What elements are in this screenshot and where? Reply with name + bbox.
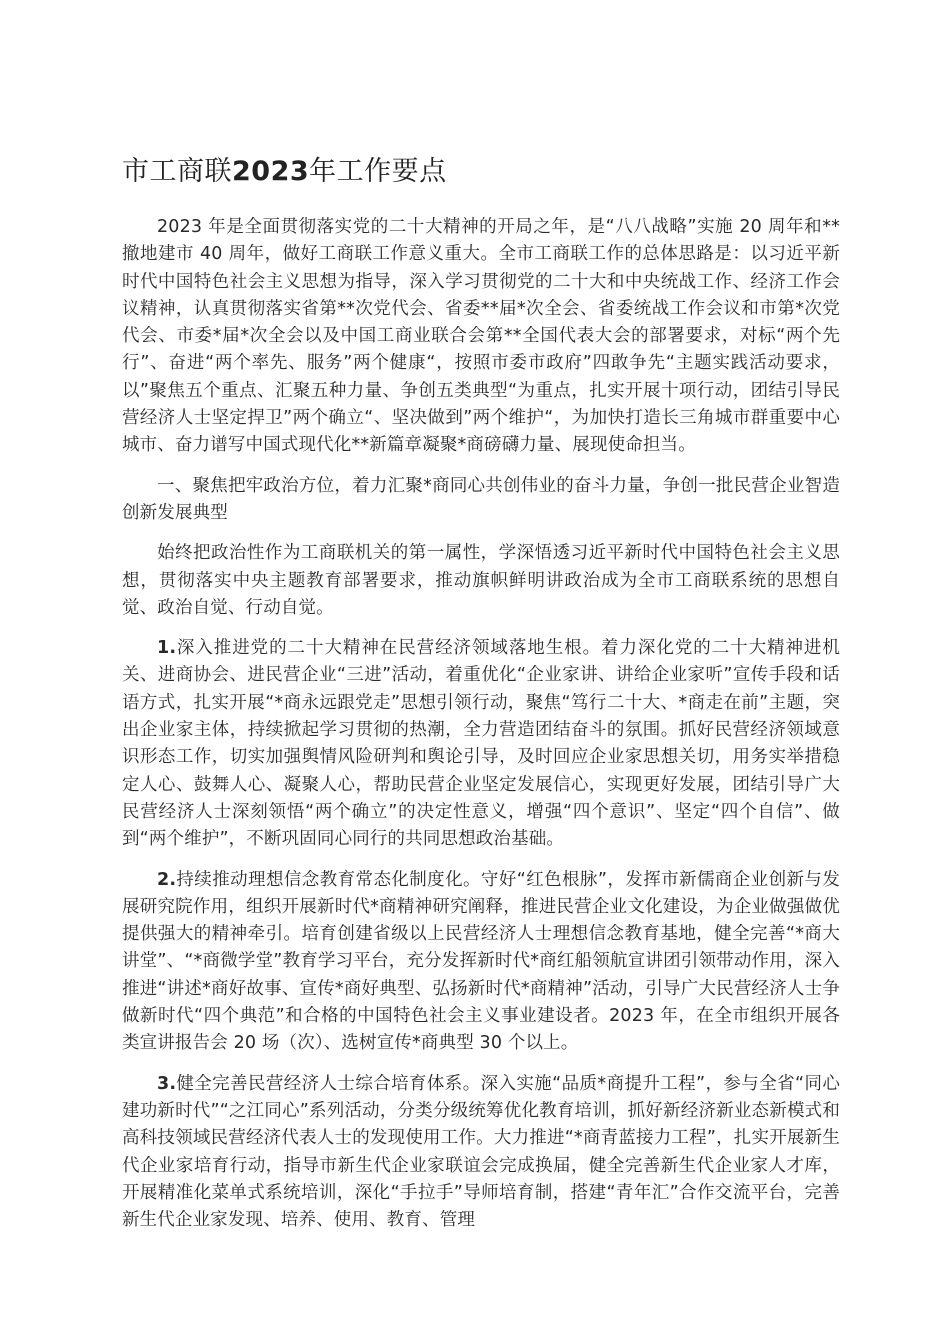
item3-number: 3. — [157, 1073, 177, 1094]
title-year: 2023 — [232, 156, 310, 187]
item3-text: 健全完善民营经济人士综合培育体系。深入实施“品质*商提升工程”，参与全省“同心建功新时代”“之江同心”系列活动，分类分级统筹优化教育培训，抓好新经济新业态新模式和高科技领域民营经济代表人士的发现使用工作。大力推进“*商青蓝接力工程”，扎实开展新生代企业家培育行动，指导市新生代企业家联谊会完成换届，健全完善新生代企业家人才库，开展精准化菜单式系统培训，深化“手拉手”导师培育制，搭建“青年汇”合作交流平台，完善新生代企业家发现、培养、使用、教育、管理 — [122, 1073, 840, 1231]
section1-heading: 一、聚焦把牢政治方位，着力汇聚*商同心共创伟业的奋斗力量，争创一批民营企业智造创新发展典型 — [122, 475, 840, 523]
document-title — [122, 150, 840, 194]
item1-text: 深入推进党的二十大精神在民营经济领域落地生根。着力深化党的二十大精神进机关、进商协会、进民营企业“三进”活动，着重优化“企业家讲、讲给企业家听”宣传手段和话语方式，扎实开展“*商永远跟党走”思想引领行动，聚焦“笃行二十大、*商走在前”主题，突出企业家主体，持续掀起学习贯彻的热潮，全力营造团结奋斗的氛围。抓好民营经济领域意识形态工作，切实加强舆情风险研判和舆论引导，及时回应企业家思想关切，用务实举措稳定人心、鼓舞人心、凝聚人心，帮助民营企业坚定发展信心，实现更好发展，团结引导广大民营经济人士深刻领悟“两个确立”的决定性意义，增强“四个意识”、坚定“四个自信”、做到“两个维护”，不断巩固同心同行的共同思想政治基础。 — [122, 638, 840, 850]
item1-paragraph — [122, 635, 840, 853]
item2-paragraph — [122, 867, 840, 1058]
section1-intro-paragraph: 始终把政治性作为工商联机关的第一属性，学深悟透习近平新时代中国特色社会主义思想，贯彻落实中央主题教育部署要求，推动旗帜鲜明讲政治成为全市工商联系统的思想自觉、政治自觉、行动自觉。 — [122, 543, 840, 618]
item2-number: 2. — [157, 869, 177, 890]
item1-number: 1. — [157, 638, 177, 659]
document-page — [122, 150, 840, 1247]
intro-paragraph: 2023 年是全面贯彻落实党的二十大精神的开局之年，是“八八战略”实施 20 周年和**撤地建市 40 周年，做好工商联工作意义重大。全市工商联工作的总体思路是：以习近平新时代中国特色社会主义思想为指导，深入学习贯彻党的二十大和中央统战工作、经济工作会议精神，认真贯彻落实省第**次党代会、省委**届*次全会、省委统战工作会议和市第*次党代会、市委*届*次全会以及中国工商业联合会第**全国代表大会的部署要求，对标“两个先行”、奋进“两个率先、服务”两个健康“，按照市委市政府”四敢争先“主题实践活动要求，以”聚焦五个重点、汇聚五种力量、争创五类典型“为重点，扎实开展十项行动，团结引导民营经济人士坚定捍卫”两个确立“、坚决做到”两个维护“，为加快打造长三角城市群重要中心城市、奋力谱写中国式现代化**新篇章凝聚*商磅礴力量、展现使命担当。 — [122, 217, 840, 456]
item3-paragraph — [122, 1071, 840, 1235]
item2-text: 持续推动理想信念教育常态化制度化。守好“红色根脉”，发挥市新儒商企业创新与发展研究院作用，组织开展新时代*商精神研究阐释，推进民营企业文化建设，为企业做强做优提供强大的精神牵引。培育创建省级以上民营经济人士理想信念教育基地，健全完善“*商大讲堂”、“*商微学堂”教育学习平台，充分发挥新时代*商红船领航宣讲团引领带动作用，深入推进“讲述*商好故事、宣传*商好典型、弘扬新时代*商精神”活动，引导广大民营经济人士争做新时代“四个典范”和合格的中国特色社会主义事业建设者。2023 年，在全市组织开展各类宣讲报告会 20 场（次）、选树宣传*商典型 30 个以上。 — [122, 869, 840, 1054]
title-part2: 年工作要点 — [309, 156, 447, 187]
title-part1: 市工商联 — [122, 156, 232, 187]
